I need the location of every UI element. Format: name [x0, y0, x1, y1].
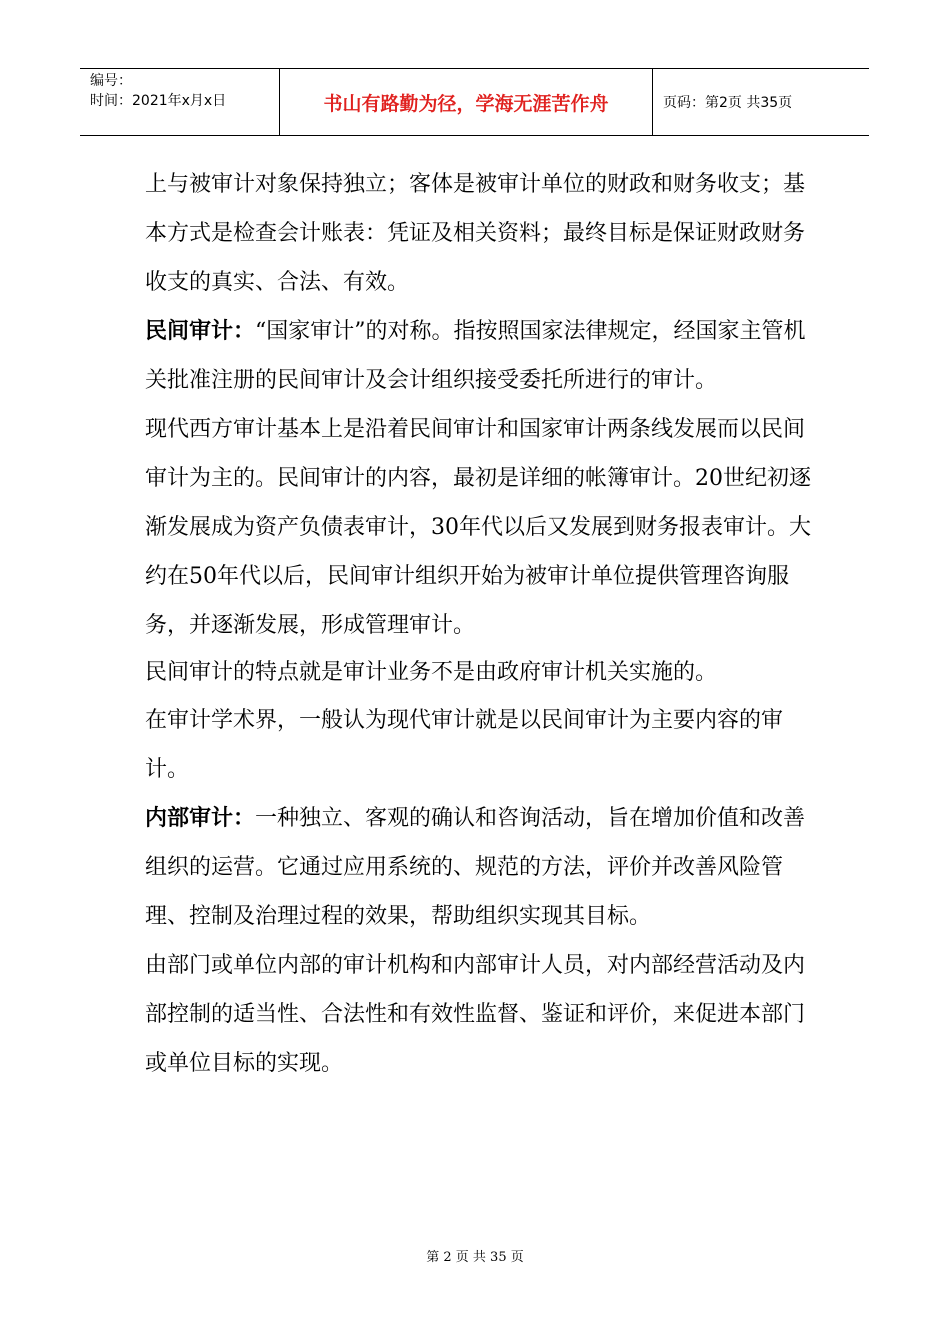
header-motto: 书山有路勤为径，学海无涯苦作舟: [280, 69, 653, 135]
document-date: 时间：2021年x月x日: [90, 93, 227, 109]
term-label: 内部审计：: [145, 806, 256, 831]
header-table: [80, 68, 869, 136]
term-label: 民间审计：: [145, 319, 256, 344]
paragraph-text: 现代西方审计基本上是沿着民间审计和国家审计两条线发展而以民间审计为主的。民间审计的内容，最初是详细的帐簿审计。20世纪初逐渐发展成为资产负债表审计，30年代以后又发展到财务报表审计。大约在50年代以后，民间审计组织开始为被审计单位提供管理咨询服务，并逐渐发展，形成管理审计。: [145, 417, 811, 638]
document-number: 编号：: [90, 73, 132, 89]
paragraph: [145, 696, 815, 794]
paragraph-text: 由部门或单位内部的审计机构和内部审计人员，对内部经营活动及内部控制的适当性、合法性和有效性监督、鉴证和评价，来促进本部门或单位目标的实现。: [145, 953, 806, 1076]
paragraph-text: 在审计学术界，一般认为现代审计就是以民间审计为主要内容的审计。: [145, 708, 784, 782]
paragraph-text: “国家审计”的对称。指按照国家法律规定，经国家主管机关批准注册的民间审计及会计组织接受委托所进行的审计。: [145, 319, 806, 393]
page-footer: 第 2 页 共 35 页: [426, 1250, 524, 1265]
paragraph: [145, 405, 815, 650]
paragraph-text: 民间审计的特点就是审计业务不是由政府审计机关实施的。: [145, 660, 718, 685]
paragraph: [145, 941, 815, 1088]
header-meta: [80, 69, 280, 135]
paragraph: [145, 307, 815, 405]
paragraph-text: 一种独立、客观的确认和咨询活动，旨在增加价值和改善组织的运营。它通过应用系统的、规范的方法，评价并改善风险管理、控制及治理过程的效果，帮助组织实现其目标。: [145, 806, 806, 929]
paragraph: [145, 794, 815, 941]
header-page-info: 页码：第2页 共35页: [663, 95, 793, 111]
paragraph: [145, 650, 815, 696]
paragraph-text: 上与被审计对象保持独立；客体是被审计单位的财政和财务收支；基本方式是检查会计账表：凭证及相关资料；最终目标是保证财政财务收支的真实、合法、有效。: [145, 172, 806, 295]
paragraph: [145, 160, 815, 307]
document-body: [145, 160, 815, 1088]
